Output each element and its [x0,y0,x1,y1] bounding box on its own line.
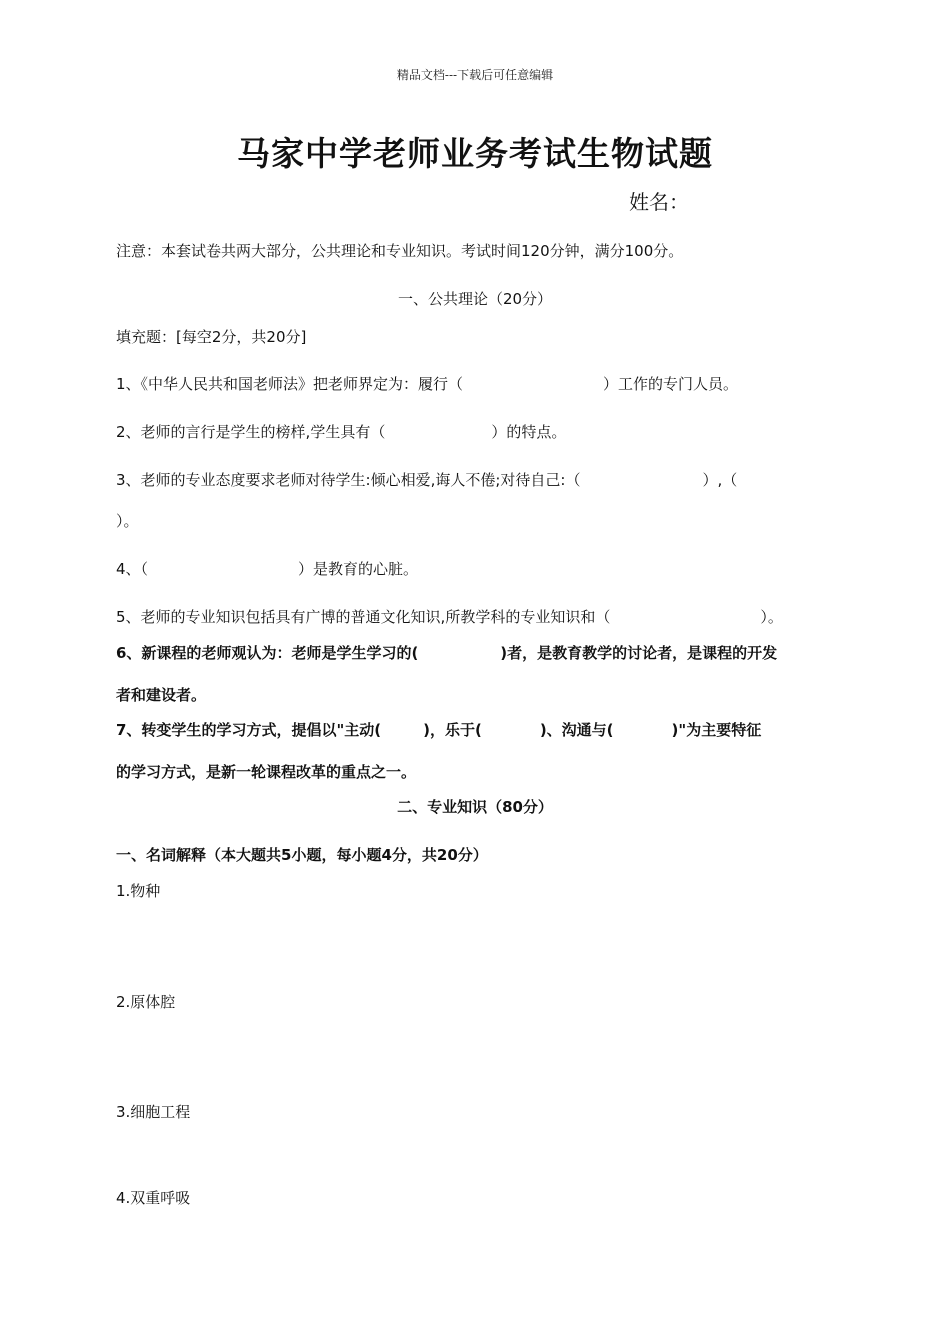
question-3-text-a: 3、老师的专业态度要求老师对待学生:倾心相爱,诲人不倦;对待自己:（ [116,471,581,489]
part1-instruction: 填充题：[每空2分，共20分] [116,328,307,346]
part1-heading: 一、公共理论（20分） [397,290,553,308]
part2-heading: 二、专业知识（80分） [397,798,553,816]
question-6 [116,642,777,663]
term-3: 3.细胞工程 [116,1103,191,1121]
question-3-text-b: ）,（ [702,471,738,489]
question-7-text-a: 7、转变学生的学习方式，提倡以"主动( [116,721,382,739]
question-4-text-a: 4、（ [116,560,149,578]
exam-title: 马家中学老师业务考试生物试题 [237,134,713,173]
question-1-text-b: ）工作的专门人员。 [603,375,739,393]
question-5-text-a: 5、老师的专业知识包括具有广博的普通文化知识,所教学科的专业知识和（ [116,608,611,626]
question-6-text-b: )者，是教育教学的讨论者，是课程的开发 [500,644,778,662]
question-5-text-b: ）。 [760,608,783,626]
question-5 [116,606,783,627]
question-2-text-b: ）的特点。 [491,423,567,441]
question-7 [116,719,761,740]
question-2 [116,421,566,442]
question-6-continued: 者和建设者。 [116,686,207,704]
question-3 [116,469,737,490]
question-2-text-a: 2、老师的言行是学生的榜样,学生具有（ [116,423,386,441]
question-1-text-a: 1、《中华人民共和国老师法》把老师界定为：履行（ [116,375,464,393]
term-1: 1.物种 [116,882,161,900]
question-6-text-a: 6、新课程的老师观认为：老师是学生学习的( [116,644,419,662]
term-2: 2.原体腔 [116,993,176,1011]
term-4: 4.双重呼吸 [116,1189,191,1207]
exam-notice: 注意：本套试卷共两大部分，公共理论和专业知识。考试时间120分钟，满分100分。 [116,242,684,260]
question-4-text-b: ）是教育的心脏。 [298,560,419,578]
page-header-note: 精品文档---下载后可任意编辑 [396,68,554,82]
question-1 [116,373,738,394]
question-3-continued: ）。 [116,512,139,530]
part2-section1-heading: 一、名词解释（本大题共5小题，每小题4分，共20分） [116,846,488,864]
name-field-label: 姓名： [629,190,689,214]
question-4 [116,558,418,579]
question-7-text-c: )、沟通与( [539,721,614,739]
question-7-continued: 的学习方式，是新一轮课程改革的重点之一。 [116,763,417,781]
question-7-text-d: )"为主要特征 [671,721,762,739]
question-7-text-b: )，乐于( [423,721,482,739]
